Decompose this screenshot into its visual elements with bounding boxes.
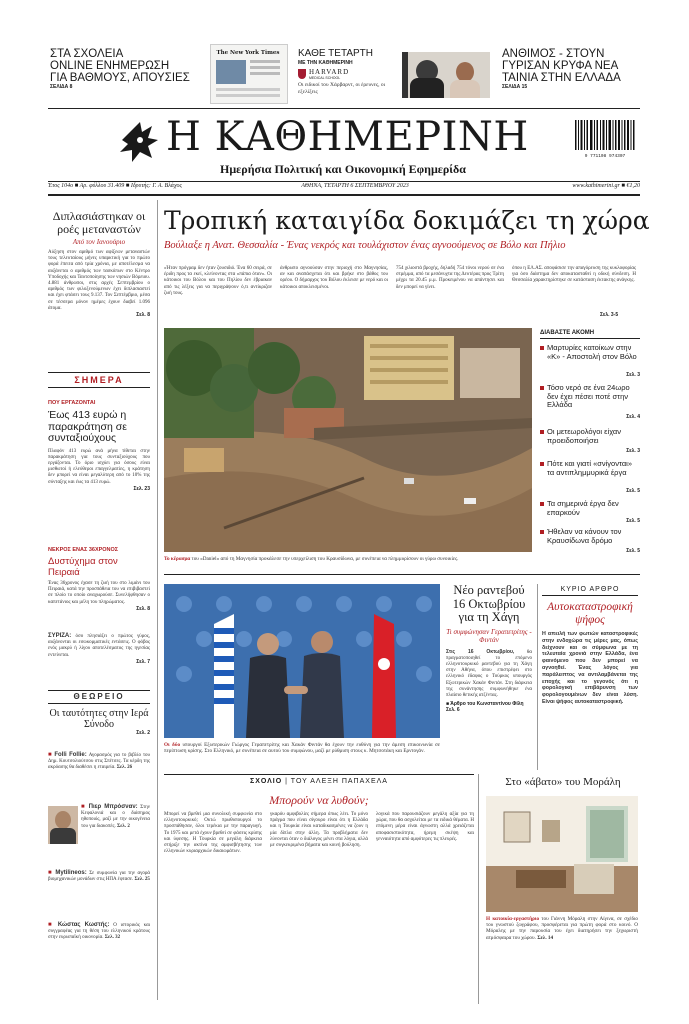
masthead [48, 110, 640, 190]
main-body-col3: 754 χιλιοστά βροχής, δηλαδή 754 τόνοι νερού σε ένα στρέμμα, από τα μεσάνυχτα της Δευτέρας προς Τρίτη μέχρι τα 20.45 μ.μ. Προκειμένου να απάντησει και δεν μπορεί να γίνει. [396, 266, 504, 290]
left-column [48, 200, 152, 1010]
left-story-piraeus[interactable] [48, 547, 150, 612]
diplomacy-caption-lead: Οι δύο [164, 742, 181, 748]
harvard-brand-sub: MEDICAL SCHOOL [309, 76, 341, 80]
main-body-col2: άνθρωπο αγνοούσαν στην περιοχή στο Μαγνησίας, αν και αναπάσχεται ότι και βρήκε στο βάθος του ορέου. Ο δήμαρχος του Βόλου έκλεισε με νερό και οι κάτοικοι αποκλεισμένοι. [280, 266, 388, 290]
bullet-square-icon [540, 346, 544, 350]
moralis-title: Στο «άβατο» του Μοράλη [505, 776, 621, 788]
migrants-ref: Σελ. 8 [136, 312, 150, 319]
left-story-pensions[interactable] [48, 400, 150, 492]
editorial-box[interactable] [542, 586, 638, 706]
harvard-brand: HARVARD [309, 68, 350, 76]
main-body-ref: Σελ. 3-5 [600, 312, 619, 318]
barcode-number: 9 771108 974307 [584, 154, 626, 159]
hague-author: ■ Άρθρο του Κωνσταντίνου Φίλη [446, 701, 524, 708]
pensions-label: ΠΟΥ ΕΡΓΑΖΟΝΤΑΙ [48, 400, 96, 406]
migrants-title: Διπλασιάστηκαν οι ροές μεταναστών [52, 209, 146, 236]
migrants-kicker: Από τον Ιανουάριο [72, 238, 126, 246]
brief-brosnan-ref: Σελ. 2 [117, 823, 130, 829]
syriza-ref: Σελ. 7 [136, 658, 150, 665]
nyt-promo[interactable] [210, 44, 290, 104]
brief-brosnan-name: Πιερ Μπρόσναν: [88, 804, 138, 810]
top-middle-line2: ΜΕ ΤΗΝ ΚΑΘΗΜΕΡΙΝΗ [298, 60, 353, 66]
left-story-syriza[interactable] [48, 633, 150, 665]
read-more-box [540, 330, 640, 556]
owl-logo-icon [118, 120, 160, 164]
main-headline: Τροπική καταιγίδα δοκιμάζει τη χώρα [164, 206, 650, 235]
piraeus-label: ΝΕΚΡΟΣ ΕΝΑΣ 36ΧΡΟΝΟΣ [48, 547, 119, 553]
main-story[interactable] [164, 200, 650, 572]
moralis-ref: Σελ. 14 [537, 934, 554, 941]
top-middle-line1: ΚΑΘΕ ΤΕΤΑΡΤΗ [298, 48, 373, 59]
harvard-shield-icon [298, 69, 306, 79]
brief-brosnan-text: Στην Κεφαλονιά και ο διάσημος ηθοποιός, μαζί με την οικογένεια του για διακοπές. [81, 805, 150, 829]
hague-title: Νέο ραντεβού 16 Οκτωβρίου για τη Χάγη [452, 583, 526, 624]
studio-interior-icon [486, 796, 638, 912]
pensions-ref: Σελ. 23 [133, 485, 150, 492]
pensions-title: Έως 413 ευρώ η παρακράτηση σε συνταξιούχους [48, 409, 127, 444]
masthead-subtitle: Ημερήσια Πολιτική και Οικονομική Εφημερίδα [220, 162, 466, 176]
syriza-title: ΣΥΡΙΖΑ: [48, 633, 72, 639]
diplomacy-photo [164, 584, 440, 738]
top-strip [50, 44, 650, 106]
nyt-masthead: The New York Times [216, 50, 280, 56]
synod-title: Οι ταυτότητες στην Ιερά Σύνοδο [49, 708, 149, 730]
flood-caption-text: του «Daniel» από τη Μαγνησία προκάλεσε την υπερχείλιση του Κραυσίδωνα, με συνέπεια να πλημμυρίσουν οι γύρω συνοικίες. [191, 556, 459, 562]
editorial-label: ΚΥΡΙΟ ΑΡΘΡΟ [542, 586, 638, 596]
left-story-synod[interactable] [48, 708, 150, 736]
top-right-line2: ΓΥΡΙΣΑΝ ΚΡΥΦΑ ΝΕΑ [502, 60, 619, 72]
brief-mytilineos-name: Mytilineos: [55, 870, 87, 876]
scholio-section[interactable]: ΣΧΟΛΙΟ | ΤΟΥ ΑΛΕΞΗ ΠΑΠΑΧΕΛΑ Μπορούν να λυθούν; Μπορεί να βρεθεί μια συνολική συμφωνία στο ελληνοτουρκικό; Οκτώ πρωθυπουργοί το προσπάθησαν, όλοι τερέκια με την παραγωγή. Το 1975 και μετά έχουν βρεθεί σε φάσεις κρίσης και ύφεσης. Η Τουρκία σε μεγάλη διάρκεια στήριξε την ακτίνα της αμφισβήτησης των ελληνικών κυριαρχικών δικαιωμάτων. γκαρόυ αμφιβολίες σήμερα όπως λέει. Το μόνο πράγμα που είναι σίγουρο είναι ότι η Ελλάδα και η Τουρκία είναι καταδικασμένες να ζουν η μία δίπλα στην άλλη. Τα προβλήματα δεν λύνονται όταν ο διάλογος μένει στα λόγια, αλλά με συγκεκριμένα βήματα και κοινή βούληση. λογικά που παρουσιάζουν μεγάλη αξία για τη χώρα, που θα ασχολείται με τα ειδικά θέματα. Η επόμενη μέρα είναι άγνωστη αλλά χρειάζεται αποφασιστικότητα, ήρεμη σκέψη και γενναιότητα από αμφότερες τις πλευρές. [164, 778, 474, 855]
brief-mytilineos[interactable]: ■ Mytilineos: Σε συμφωνία για την αγορά βιομηχανικών μονάδων στις ΗΠΑ έφτασε. Σελ. 25 [48, 870, 150, 883]
read-more-header: ΔΙΑΒΑΣΤΕ ΑΚΟΜΗ [540, 330, 640, 339]
read-more-ref-3: Σελ. 3 [626, 448, 640, 454]
bullet-square-icon [540, 502, 544, 506]
syriza-body: όσο πλησιάζει ο πρώτος γύρος, αυξάνονται οι εσωκομματικές εντάσεις. Ο φόβος ενός μακρύ ή λίγου αποτελέσματος της ηγεσίας εντείνεται. [48, 634, 151, 658]
top-left-line3: ΓΙΑ ΒΑΘΜΟΥΣ, ΑΠΟΥΣΙΕΣ [50, 72, 190, 84]
read-more-item-3[interactable] [540, 428, 640, 456]
read-more-title-2: Τόσο νερό σε ένα 24ωρο δεν έχει πέσει ποτέ στην Ελλάδα [547, 383, 630, 409]
barcode [574, 120, 636, 160]
theorio-bar [48, 690, 150, 704]
info-center: ΑΘΗΝΑ, ΤΕΤΑΡΤΗ 6 ΣΕΠΤΕΜΒΡΙΟΥ 2023 [301, 183, 409, 189]
piraeus-title: Δυστύχημα στον Πειραιά [48, 556, 118, 578]
hague-body: θα πραγματοποιηθεί το επόμενο ελληνοτουρκικό ραντεβού για τη Χάγη στην Αθήνα, όπου επιστρέφει στο ελληνικό έδαφος ο Τούρκος υπουργός Εξωτερικών Χακάν Φιντάν. Στη διάρκεια της συνάντησης συμφωνήθηκε ένα πλαίσιο θετικής ατζέντας. [446, 649, 533, 698]
flood-scene-icon [164, 328, 532, 552]
main-body-col4: όπου η ΕΛ.ΑΣ. αποφάσισε την απαγόρευση της κυκλοφορίας για όσο διάστημα δεν αποκατασταθεί η οδική σύνδεση. Η Θεσσαλία χαρακτηρίστηκε σε κατάσταση έκτακτης ανάγκης. [512, 266, 636, 284]
main-body-col1: «Ήταν πρόγραμ δεν ήταν ζουσιδιό. Ένα 60 σειρά, σε έριδη προς τα εκεί, κλείνοντας στα «πάπια όταν». Οι κάτοικοι του Βόλου και του Πηλίου δεν έβριακαν από τις λέξεις για να περιγράψουν ό,τι αντίκριζαν ζωή τους. [164, 266, 272, 296]
moralis-photo [486, 796, 638, 912]
brief-mytilineos-ref: Σελ. 25 [134, 877, 150, 883]
top-left-page: ΣΕΛΙΔΑ 8 [50, 84, 73, 90]
brief-folli-ref: Σελ. 26 [116, 765, 133, 771]
top-left-line1: ΣΤΑ ΣΧΟΛΕΙΑ [50, 48, 124, 60]
brief-mytilineos-text: Σε συμφωνία για την αγορά βιομηχανικών μονάδων στις ΗΠΑ έφτασε. [48, 871, 150, 883]
brief-kostis-ref: Σελ. 32 [104, 935, 121, 941]
top-left-line2: ONLINE ΕΝΗΜΕΡΩΣΗ [50, 60, 170, 72]
editorial-body: Η απειλή των φωτιών καταστροφικές στην ενδοχώρα τις μέρες μας, όπως δείχνουν και οι σύμφωνα με τη τελευταία χρονιά στην Ελλάδα, ένα φαινόμενο που δεν μπορεί να αγνοηθεί. Ένας λόγος για παράλειπτος να αντιλαμβάνεται της εποχής και το γεγονός ότι η φορολογική επιβάρυνση των φορολογουμένων δεν είναι λύση. Είναι ψήφος αυτοκαταστροφική. [542, 631, 638, 705]
top-right-line3: ΤΑΙΝΙΑ ΣΤΗΝ ΕΛΛΑΔΑ [502, 72, 621, 84]
info-left: Έτος 104ο ■ Αρ. φύλλου 31.409 ■ Ιδρυτής: Γ. Α. Βλάχος [48, 183, 182, 189]
read-more-title-4: Πότε και γιατί «σνίγονται» τα αντιπλημμυρικά έργα [547, 459, 632, 477]
piraeus-ref: Σελ. 8 [136, 605, 150, 612]
pensions-body: Πλαφόν 413 ευρώ ανά μήνα τίθεται στην παρακράτηση για τους συνταξιούχους που εργάζονται. Το όριο ισχύει για όσους είναι μισθωτοί ή ελεύθεροι επαγγελματίες, η κράτηση δεν μπορεί να είναι μεγαλύτερη από το 10% της σύνταξης και έως τα 413 ευρώ. [48, 448, 150, 485]
brief-folli[interactable]: ■ Folli Follie: Αγορασμός για το βιβλίο του Δημ. Κουτσολιούτσου στις Σπέτσες. Τα κέρδη της ακρόασης θα διαθέσει η εταιρεία. Σελ. 26 [48, 752, 150, 771]
read-more-item-2[interactable] [540, 384, 640, 424]
scholio-author: ΤΟΥ ΑΛΕΞΗ ΠΑΠΑΧΕΛΑ [290, 778, 388, 785]
scholio-title: Μπορούν να λυθούν; [269, 793, 369, 807]
top-right-line1: ΑΝΘΙΜΟΣ - ΣΤΟΥΝ [502, 48, 605, 60]
brief-folli-name: Folli Follie: [54, 752, 87, 758]
bullet-square-icon [540, 430, 544, 434]
flood-caption-lead: Το κέρασμα [164, 556, 191, 562]
moralis-caption-lead: Η κατοικία-εργαστήριο [486, 916, 540, 922]
scholio-col2: γκαρόυ αμφιβολίες σήμερα όπως λέει. Το μόνο πράγμα που είναι σίγουρο είναι ότι η Ελλάδα και η Τουρκία είναι καταδικασμένες να ζουν η μία δίπλα στην άλλη. Τα προβλήματα δεν λύνονται όταν ο διάλογος μένει στα λόγια, αλλά με συγκεκριμένα βήματα και κοινή βούληση. [270, 812, 368, 849]
masthead-title: Η ΚΑΘΗΜΕΡΙΝΗ [166, 114, 529, 160]
moralis-caption: του Γιάννη Μόραλη στην Αίγινα, σε σχέδιο του γνωστού ζωγράφου, προσφέρεται για πρώτη φορά στο κοινό. Ο Μόραλης με την παρουσία του έχει διατηρήσει την ξεχωριστή ατμόσφαιρα του χώρου. [486, 916, 638, 941]
hague-body-lead: Στις 16 Οκτωβρίου, [446, 648, 515, 655]
migrants-body: Αύξηση στον αριθμό των αφίξεων μεταναστών τους τελευταίους μήνες υπαρκτική για το πρώτο φορά έπειτα από τρία χρόνια, με αποτέλεσμα να αυξάνεται ο αριθμός των τασκόπων στο Κέντρο Υποδοχής και Ταυτοποίησης των νησιών Βόρειου. 4.881 άνθρωποι, στις αρχές Σεπτεμβρίου ο αριθμός των φιλοξενούμενων έχει διπλασιαστεί και έχει φτάσει τους 9.137. Τον Σεπτέμβριο, μέσα σε τέσσερα μόνον ημέρες έχουν διαβεί 1.096 άτομα. [48, 250, 150, 311]
scholio-col3: λογικά που παρουσιάζουν μεγάλη αξία για τη χώρα, που θα ασχολείται με τα ειδικά θέματα. Η επόμενη μέρα είναι άγνωστη αλλά χρειάζεται αποφασιστικότητα, ήρεμη σκέψη και γενναιότητα από αμφότερες τις πλευρές. [376, 812, 474, 842]
read-more-ref-1: Σελ. 3 [626, 372, 640, 378]
editorial-title: Αυτοκαταστροφική ψήφος [547, 601, 633, 626]
theorio-label: ΘΕΩΡΕΙΟ [73, 692, 125, 701]
read-more-item-1[interactable] [540, 344, 640, 380]
read-more-ref-2: Σελ. 4 [626, 414, 640, 420]
read-more-title-5: Τα σημερινά έργα δεν επαρκούν [547, 499, 619, 517]
top-photo-promo[interactable] [402, 52, 490, 98]
bullet-square-icon [540, 530, 544, 534]
brosnan-photo [48, 806, 78, 844]
piraeus-body: Ένας 36χρονος έχασε τη ζωή του στο λιμάνι του Πειραιά, κατά την προσπάθεια του να επιβιβαστεί σε πλοίο το οποίο αναχωρούσε. Συνελήφθησαν ο καπετάνιος και μέλη του πληρώματος. [48, 581, 150, 605]
read-more-item-6[interactable] [540, 528, 640, 558]
brief-kostis-text: Ο ιστορικός και συγγραφέας για τη θέση του ελληνικού κράτους στην ευρωπαϊκή οικονομία. [48, 923, 151, 941]
read-more-item-5[interactable] [540, 500, 640, 526]
simera-label: ΣΗΜΕΡΑ [74, 375, 124, 385]
read-more-title-6: Ήθελαν να κάνουν τον Κραυσίδωνα δρόμο [547, 527, 622, 545]
main-subhead: Βούλιαξε η Ανατ. Θεσσαλία - Ένας νεκρός και τουλάχιστον ένας αγνοούμενος σε Βόλο και Πήλιο [164, 240, 566, 251]
read-more-item-4[interactable] [540, 460, 640, 496]
barcode-bars-icon [574, 120, 636, 150]
hague-subtitle: Τι συμφώνησαν Γεραπετρίτης - Φιντάν [446, 627, 532, 644]
top-left-promo[interactable] [50, 48, 200, 90]
top-middle-promo[interactable] [298, 48, 398, 95]
brief-kostis-name: Κώστας Κωστής: [57, 922, 110, 928]
scholio-col1: Μπορεί να βρεθεί μια συνολική συμφωνία στο ελληνοτουρκικό; Οκτώ πρωθυπουργοί το προσπάθησαν, όλοι τερέκια με την παραγωγή. Το 1975 και μετά έχουν βρεθεί σε φάσεις κρίσης και ύφεσης. Η Τουρκία σε μεγάλη διάρκεια στήριξε την ακτίνα της αμφισβήτησης των ελληνικών κυριαρχικών δικαιωμάτων. [164, 812, 262, 855]
masthead-info-bar [48, 183, 640, 193]
read-more-ref-4: Σελ. 5 [626, 488, 640, 494]
top-right-promo[interactable] [502, 48, 652, 90]
simera-bar [48, 372, 150, 388]
read-more-ref-5: Σελ. 5 [626, 518, 640, 524]
synod-ref: Σελ. 2 [136, 730, 150, 736]
top-middle-text: Οι ειδικοί του Χάρβαρντ, οι έρευνες, οι εξελίξεις [298, 82, 386, 95]
flood-photo [164, 328, 532, 552]
info-right: www.kathimerini.gr ■ €1,20 [572, 183, 640, 189]
brief-kostis[interactable]: ■ Κώστας Κωστής: Ο ιστορικός και συγγραφέας για τη θέση του ελληνικού κράτους στην ευρωπαϊκή οικονομία. Σελ. 32 [48, 922, 151, 941]
read-more-ref-6: Σελ. 5 [626, 548, 640, 554]
bullet-square-icon [540, 462, 544, 466]
read-more-title-1: Μαρτυρίες κατοίκων στην «Κ» - Αποστολή στον Βόλο [547, 343, 637, 361]
ministers-handshake-icon [164, 584, 440, 738]
brief-folli-text: Αγορασμός για το βιβλίο του Δημ. Κουτσολιούτσου στις Σπέτσες. Τα κέρδη της ακρόασης θα διαθέσει η εταιρεία. [48, 753, 150, 771]
read-more-title-3: Οι μετεωρολόγοι είχαν προειδοποιήσει [547, 427, 622, 445]
top-right-page: ΣΕΛΙΔΑ 15 [502, 84, 528, 90]
scholio-label: ΣΧΟΛΙΟ [250, 778, 283, 785]
diplomacy-caption-text: υπουργοί Εξωτερικών Γιώργος Γεραπετρίτης και Χακάν Φιντάν θα έχουν την ευθύνη για την άμεση επικοινωνία σε περίπτωση κρίσης. Στο Ελληνικό, με συνέπεια σε αυτού του συμφώνου, μαζί με ρύθμιση στους κ. Μητσοτάκη και Ερντογάν. [164, 742, 440, 755]
hague-ref: Σελ. 6 [446, 707, 460, 714]
hague-story[interactable] [446, 584, 532, 713]
diplomacy-caption [164, 742, 440, 754]
bullet-square-icon [540, 386, 544, 390]
brief-brosnan[interactable]: ■ Πιερ Μπρόσναν: Στην Κεφαλονιά και ο διάσημος ηθοποιός, μαζί με την οικογένεια του για διακοπές. Σελ. 2 [48, 804, 150, 830]
left-story-migrants[interactable] [48, 210, 150, 318]
moralis-story[interactable] [486, 776, 640, 941]
